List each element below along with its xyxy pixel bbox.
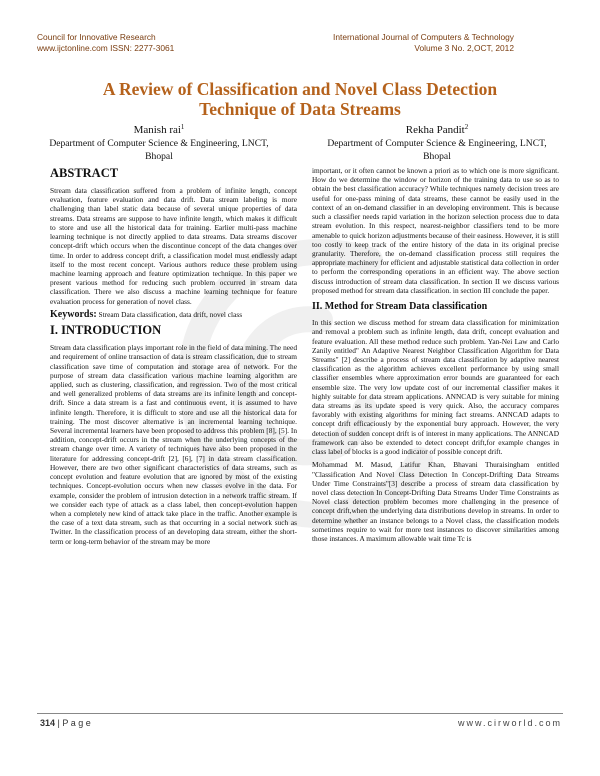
introduction-heading: I. INTRODUCTION <box>50 323 162 338</box>
section-2-paragraph-2: Mohammad M. Masud, Latifur Khan, Bhavani Thuraisingham entitled "Classification And Novel Class Detection In Concept-Drifting Data Streams Under Time Constraints"[3] describe a process of stream data classification by novel class detection In Concept-Drifting Data Streams Under Time Constraints as Novel class detection problem becomes more challenging in the presence of concept drift,when the underlying data distributions develop in streams. In order to determine whether an instance belongs to a Novel class, the classification models sometimes require to wait for more test instances to discover similarities among those instances. A maximum allowable wait time Tc is <box>312 460 559 544</box>
left-column <box>50 166 297 550</box>
journal-volume: Volume 3 No. 2,OCT, 2012 <box>414 43 514 53</box>
author-1 <box>34 121 284 163</box>
section-2-heading: II. Method for Stream Data classification <box>312 301 488 313</box>
intro-continued-text: important, or it often cannot be known a priori as to which one is more significant. How do we determine the window or horizon of the training data to use so as to obtain the best classification accuracy? While techniques namely decision trees are useful for one-pass mining of data streams, these cannot be easily used in the context of an on-demand classifier in an developing environment. This is because such a classifier needs rapid variation in the horizon selection process due to data stream evolution. In this respect, nearest-neighbor classifiers tend to be more amenable to quick horizon adjustments because of their easiness. However, it is still too costly to keep track of the entire history of the data in its original precise granularity. Therefore, the on-demand classification process still requires the appropriate machinery for efficient and adjustable statistical data collection in order to perform the corresponding operations in an efficient way. The above section discuss introduction of stream data classification. In section II we discuss various proposed method for stream data classification. in section III conclude the paper. <box>312 166 559 295</box>
abstract-heading: ABSTRACT <box>50 166 119 180</box>
page-number-value: 314 <box>40 718 56 728</box>
abstract-text: Stream data classification suffered from a problem of infinite length, concept evaluation, feature evaluation and data drift. Data stream labeling is more challenging than label static data because of several unique properties of data streams. Data streams are suppose to have infinite length, which makes it difficult to store and use all the historical data for training. Earlier multi-pass machine learning technique is not directly applied to data streams. Data streams discover concept-drift which occurs when the discontinue concept of the data changes over time. In order to address concept drift, a classification model must endlessly adapt itself to the most recent concept. Various authors reduce these problem using machine learning approach and feature optimization technique. In this paper we present various method for reducing such problem occurred in stream data classification. There we also discuss a machine learning technique for feature evaluation process for generation of novel class. <box>50 186 297 306</box>
footer-site[interactable]: www.cirworld.com <box>457 718 562 728</box>
journal-name: International Journal of Computers & Technology <box>333 32 514 42</box>
journal-url-issn: www.ijctonline.com ISSN: 2277-3061 <box>37 43 175 53</box>
section-2-paragraph-1: In this section we discuss method for stream data classification for minimization and removal a problem such as infinite length, data drift, concept evaluation and feature evaluation. All these method reduce such problem. Yan-Nei Law and Carlo Zanily entitled" An Adaptive Nearest Neighbor Classification Algorithm for Data Streams" [2] describe a process of stream data classification by adaptive nearest classification as the algorithm achieves excellent performance by using small classifier ensembles where approximation error bounds are guaranteed for each ensemble size. The very low update cost of our incremental classifier makes it highly suitable for data stream applications. ANNCAD is very suitable for mining data streams as its update speed is very quick. Also, the accuracy compares favorably with existing algorithms for mining fact streams. ANNCAD adapts to concept drift efficaciously by the exponential bury approach. However, the very detection of sudden concept drift is of interest in many applications. The ANNCAD framework can also be extended to detect concept drift,for example changes in class label of blocks is a good indicator of possible concept drift. <box>312 318 559 457</box>
journal-header-right <box>333 32 514 54</box>
keywords-text: Stream Data classification, data drift, novel class <box>98 309 243 319</box>
council-name: Council for Innovative Research <box>37 32 156 42</box>
author-2-sup: 2 <box>464 123 469 131</box>
footer-divider <box>37 713 563 714</box>
author-2 <box>312 121 562 163</box>
keywords <box>50 310 297 319</box>
author-1-affiliation: Department of Computer Science & Engineering, LNCT, <box>49 138 269 150</box>
author-2-name: Rekha Pandit <box>405 124 465 137</box>
author-1-sup: 1 <box>180 123 185 131</box>
keywords-label: Keywords: <box>50 308 97 320</box>
author-2-affiliation: Department of Computer Science & Engineering, LNCT, <box>327 138 547 150</box>
page-label: | P a g e <box>57 718 91 728</box>
right-column <box>312 166 559 547</box>
page-number <box>40 718 91 728</box>
title-line-1: A Review of Classification and Novel Class Detection <box>102 79 498 99</box>
paper-title <box>40 79 560 119</box>
author-1-city: Bhopal <box>145 151 173 163</box>
author-2-city: Bhopal <box>423 151 451 163</box>
author-1-name: Manish rai <box>133 124 181 137</box>
title-line-2: Technique of Data Streams <box>199 99 401 119</box>
journal-header-left <box>37 32 174 54</box>
introduction-text: Stream data classification plays important role in the field of data mining. The need and requirement of online transaction of data is stream classification, due to stream classification save time of computation and storage area of network. For the purpose of stream data classification various machine learning algorithm are applied, such as clustering, classification, and regression. Two of the most critical and well generalized problems of data streams are its infinite length and concept-drift. Since a data stream is a fast and continuous event, it is assumed to have infinite length. Therefore, it is difficult to store and use all the historical data for training. The most discover alternative is an incremental learning technique. Several incremental learners have been proposed to address this problem [8], [5]. In addition, concept-drift occurs in the stream when the underlying concepts of the stream change over time. A variety of techniques have also been proposed in the literature for addressing concept-drift [2], [6], [7] in data stream classification. However, there are two other significant characteristics of data streams, such as concept evolution and feature evolution that are ignored by most of the existing techniques. Concept-evolution occurs when new classes evolve in the data. For example, consider the problem of intrusion detection in a network traffic stream. If we consider each type of attack as a class label, then concept-evolution happen when a completely new kind of attack take place in the traffic. Another example is the case of a text data stream, such as that occurring in a social network such as Twitter. In the classification process of an developing data stream, either the short-term or long-term behavior of the stream may be more <box>50 343 297 546</box>
